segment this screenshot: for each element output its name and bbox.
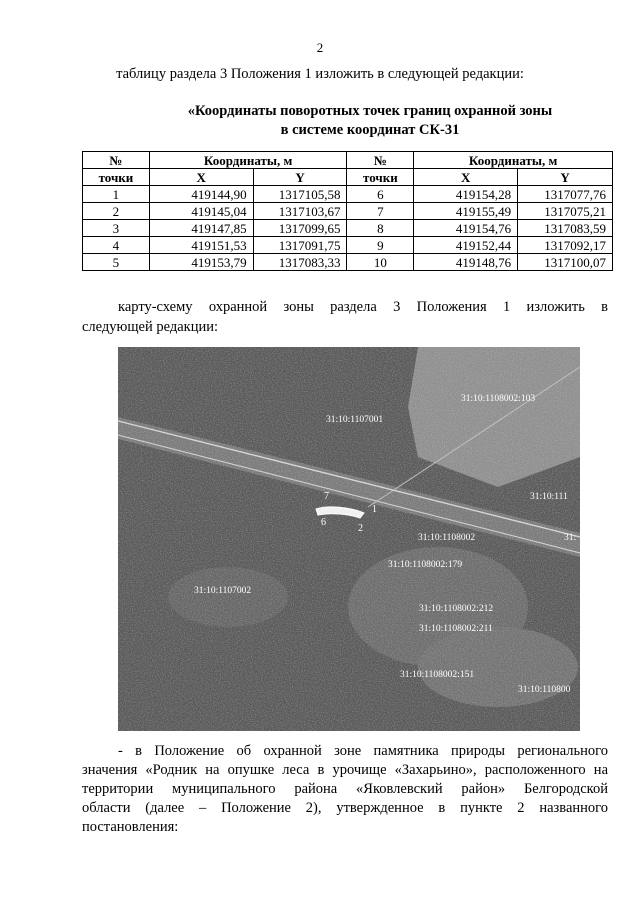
x-value: 419145,04 xyxy=(149,203,253,220)
final-paragraph-line-5: постановления: xyxy=(82,819,179,835)
heading-line-1: «Координаты поворотных точек границ охранной зоны xyxy=(187,103,553,119)
table-row xyxy=(83,186,613,203)
table-row xyxy=(83,237,613,254)
map-label: 31:10:1108002:211 xyxy=(419,624,493,634)
table-row xyxy=(83,254,613,271)
x-value: 419148,76 xyxy=(414,254,518,271)
map-label: 31:10:1107001 xyxy=(326,415,384,425)
x-value: 419152,44 xyxy=(414,237,518,254)
point-label: 2 xyxy=(358,523,363,534)
x-value: 419144,90 xyxy=(149,186,253,203)
coordinates-heading xyxy=(180,102,560,140)
header-coords-left: Координаты, м xyxy=(149,152,347,169)
y-value: 1317091,75 xyxy=(253,237,347,254)
map-label: 31:10:1108002:179 xyxy=(388,560,463,570)
map-paragraph-line-2: следующей редакции: xyxy=(82,319,219,335)
final-paragraph-line-4: области (далее – Положение 2), утвержденное в пункте 2 названного xyxy=(82,800,608,816)
y-value: 1317092,17 xyxy=(518,237,613,254)
y-value: 1317077,76 xyxy=(518,186,613,203)
table-row xyxy=(83,220,613,237)
header-num-bottom-right: точки xyxy=(347,169,414,186)
x-value: 419154,28 xyxy=(414,186,518,203)
map-label: 31:10:110800 xyxy=(518,685,571,695)
table-header-row-1 xyxy=(83,152,613,169)
final-paragraph-line-2: значения «Родник на опушке леса в урочище «Захарьино», расположенного на xyxy=(82,762,608,778)
point-number: 3 xyxy=(83,220,150,237)
map-label: 31:10:1108002:212 xyxy=(419,604,494,614)
x-value: 419154,76 xyxy=(414,220,518,237)
point-number: 7 xyxy=(347,203,414,220)
map-paragraph-line-1: карту-схему охранной зоны раздела 3 Положения 1 изложить в xyxy=(118,299,608,315)
y-value: 1317105,58 xyxy=(253,186,347,203)
map-scheme xyxy=(118,347,580,731)
final-paragraph-line-3: территории муниципального района «Яковлевский район» Белгородской xyxy=(82,781,608,797)
point-label: 1 xyxy=(372,504,377,515)
header-num-bottom: точки xyxy=(83,169,150,186)
y-value: 1317100,07 xyxy=(518,254,613,271)
x-value: 419155,49 xyxy=(414,203,518,220)
final-paragraph-line-1: - в Положение об охранной зоне памятника природы регионального xyxy=(118,743,608,759)
y-value: 1317075,21 xyxy=(518,203,613,220)
map-label: 31:10:1108002:151 xyxy=(400,670,475,680)
y-value: 1317083,59 xyxy=(518,220,613,237)
x-value: 419147,85 xyxy=(149,220,253,237)
point-label: 6 xyxy=(321,517,326,528)
point-number: 5 xyxy=(83,254,150,271)
point-number: 9 xyxy=(347,237,414,254)
header-num-top: № xyxy=(83,152,150,169)
header-x-right: X xyxy=(414,169,518,186)
header-x-left: X xyxy=(149,169,253,186)
map-label: 31:10:1108002 xyxy=(418,533,476,543)
point-label: 7 xyxy=(324,491,329,502)
coordinates-table xyxy=(82,151,613,271)
map-label: 31:10:1108002:103 xyxy=(461,394,536,404)
x-value: 419153,79 xyxy=(149,254,253,271)
x-value: 419151,53 xyxy=(149,237,253,254)
map-label: 31:10:111 xyxy=(530,492,568,502)
point-number: 8 xyxy=(347,220,414,237)
header-num-top-right: № xyxy=(347,152,414,169)
map-label: 31: xyxy=(564,533,577,543)
table-header-row-2 xyxy=(83,169,613,186)
point-number: 2 xyxy=(83,203,150,220)
map-label: 31:10:1107002 xyxy=(194,586,252,596)
y-value: 1317083,33 xyxy=(253,254,347,271)
intro-line: таблицу раздела 3 Положения 1 изложить в следующей редакции: xyxy=(116,66,524,82)
point-number: 4 xyxy=(83,237,150,254)
point-number: 6 xyxy=(347,186,414,203)
y-value: 1317103,67 xyxy=(253,203,347,220)
header-coords-right: Координаты, м xyxy=(414,152,613,169)
y-value: 1317099,65 xyxy=(253,220,347,237)
point-number: 1 xyxy=(83,186,150,203)
header-y-right: Y xyxy=(518,169,613,186)
point-number: 10 xyxy=(347,254,414,271)
table-row xyxy=(83,203,613,220)
map-texture xyxy=(118,347,580,731)
page-number: 2 xyxy=(316,40,324,55)
heading-line-2: в системе координат СК-31 xyxy=(280,122,460,138)
header-y-left: Y xyxy=(253,169,347,186)
